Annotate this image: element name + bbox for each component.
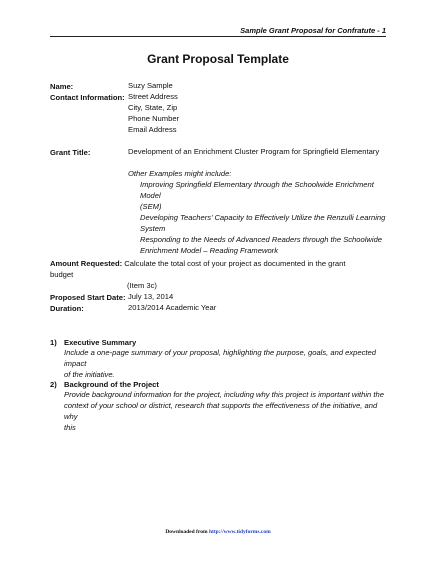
- duration-value: 2013/2014 Academic Year: [128, 303, 217, 312]
- contact-phone: Phone Number: [128, 114, 180, 123]
- name-value: Suzy Sample: [128, 81, 173, 90]
- section-body-background: Provide background information for the project, including why this project is important within the context of your school or district, research that supports the effectiveness of the initiative, and why this: [64, 390, 384, 432]
- amount-requested: [50, 258, 370, 291]
- amount-line-2: (Item 3c): [127, 281, 157, 290]
- duration-label: Duration:: [50, 304, 84, 313]
- section-number: 1): [50, 338, 57, 347]
- amount-line-1: Calculate the total cost of your project as documented in the grant budget: [50, 259, 346, 279]
- list-item: Responding to the Needs of Advanced Readers through the Schoolwide Enrichment Model – Reading Framework: [140, 235, 383, 255]
- page-title: Grant Proposal Template: [147, 52, 289, 66]
- footer-prefix: Downloaded from: [165, 529, 208, 535]
- start-date-label: Proposed Start Date:: [50, 293, 126, 302]
- list-item: Developing Teachers’ Capacity to Effectively Utilize the Renzulli Learning System: [140, 213, 386, 233]
- contact-email: Email Address: [128, 125, 177, 134]
- start-date-value: July 13, 2014: [128, 292, 174, 301]
- grant-title-value: Development of an Enrichment Cluster Program for Springfield Elementary: [128, 147, 380, 156]
- grant-title-label: Grant Title:: [50, 148, 91, 157]
- list-item: Improving Springfield Elementary through the Schoolwide Enrichment Model (SEM): [140, 180, 374, 211]
- contact-info-lines: [128, 91, 179, 135]
- running-header: Sample Grant Proposal for Confratute - 1: [240, 26, 386, 35]
- footer: [0, 529, 436, 535]
- section-number: 2): [50, 380, 57, 389]
- header-rule: [50, 36, 386, 37]
- section-heading-background: Background of the Project: [64, 380, 159, 389]
- examples-list: [140, 179, 390, 256]
- examples-intro: Other Examples might include:: [128, 169, 232, 178]
- contact-street: Street Address: [128, 92, 178, 101]
- contact-info-label: Contact Information:: [50, 93, 125, 102]
- section-heading-executive-summary: Executive Summary: [64, 338, 137, 347]
- contact-city: City, State, Zip: [128, 103, 178, 112]
- footer-link[interactable]: http://www.tidyforms.com: [208, 529, 271, 535]
- section-body-executive-summary: Include a one-page summary of your proposal, highlighting the purpose, goals, and expected impact of the initiative.: [64, 348, 376, 379]
- name-label: Name:: [50, 82, 74, 91]
- amount-label: Amount Requested:: [50, 259, 123, 268]
